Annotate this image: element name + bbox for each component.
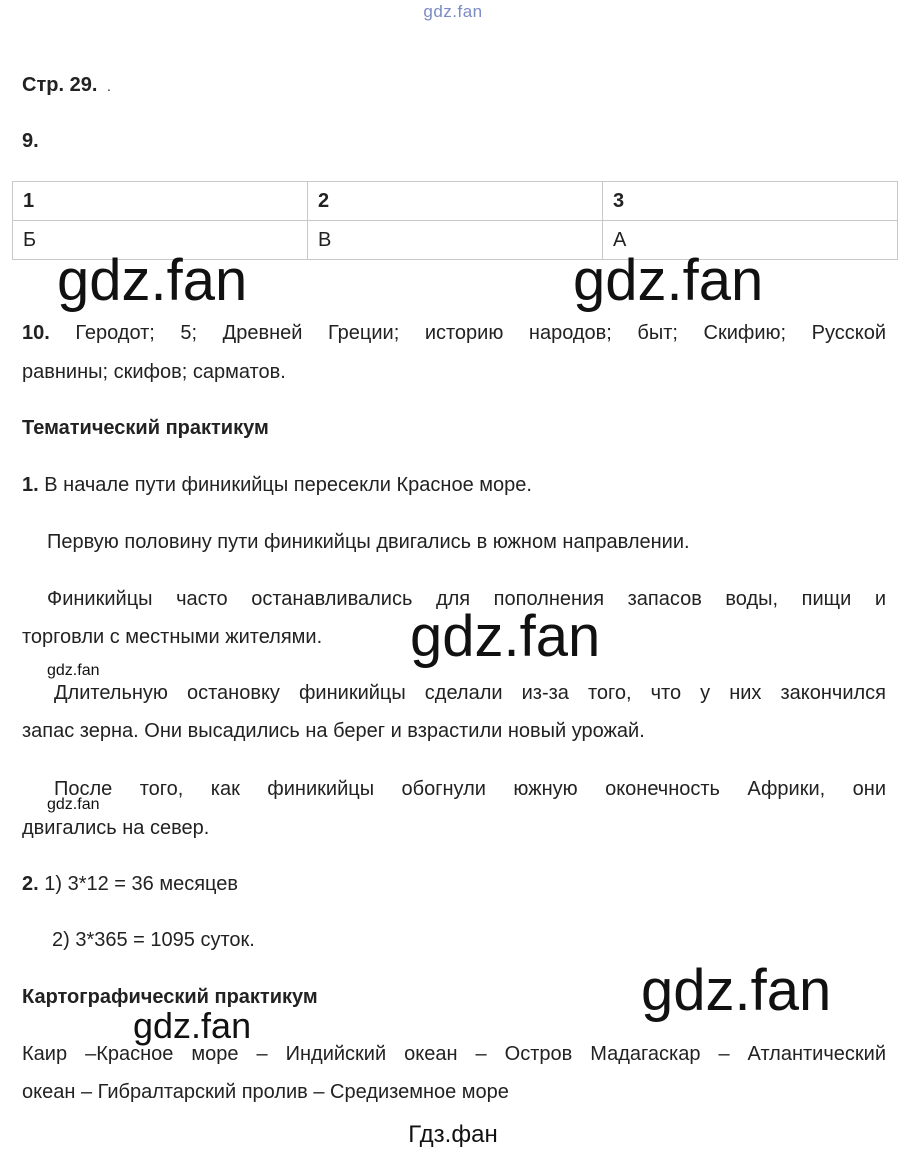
thematic-item-2-text: 1) 3*12 = 36 месяцев <box>44 873 239 895</box>
table-cell: А <box>603 221 898 260</box>
table-header-row <box>13 182 898 221</box>
watermark: gdz.fan <box>47 796 100 813</box>
thematic-paragraph-5-line-2: двигались на север. <box>22 817 210 839</box>
thematic-heading: Тематический практикум <box>22 417 269 439</box>
thematic-item-1-number: 1. <box>22 474 39 496</box>
watermark: gdz.fan <box>47 662 100 679</box>
thematic-paragraph-2: Первую половину пути финикийцы двигались в южном направлении. <box>47 531 690 553</box>
thematic-item-2-line-2: 2) 3*365 = 1095 суток. <box>52 929 255 951</box>
table-cell: Б <box>13 221 308 260</box>
thematic-paragraph-4-line-1: Длительную остановку финикийцы сделали из-за того, что у них закончился <box>54 682 886 704</box>
thematic-paragraph-3-line-1: Финикийцы часто останавливались для пополнения запасов воды, пищи и <box>47 588 886 610</box>
task-10-text: Геродот; 5; Древней Греции; историю народов; быт; Скифию; Русской <box>75 322 886 344</box>
cartographic-heading: Картографический практикум <box>22 986 318 1008</box>
table-cell: 3 <box>603 182 898 221</box>
page-reference-label: Стр. 29. <box>22 74 98 96</box>
table-cell: В <box>308 221 603 260</box>
thematic-item-1 <box>22 473 532 497</box>
watermark: gdz.fan <box>641 958 832 1023</box>
thematic-paragraph-4-line-2: запас зерна. Они высадились на берег и взрастили новый урожай. <box>22 720 645 742</box>
cartographic-line-2: океан – Гибралтарский пролив – Средиземное море <box>22 1081 509 1103</box>
task-9-number: 9. <box>22 130 39 152</box>
thematic-paragraph-3-line-2: торговли с местными жителями. <box>22 626 323 648</box>
watermark: gdz.fan <box>57 248 248 313</box>
cartographic-line-1: Каир –Красное море – Индийский океан – Остров Мадагаскар – Атлантический <box>22 1043 886 1065</box>
thematic-item-1-text: В начале пути финикийцы пересекли Красное море. <box>44 474 532 496</box>
thematic-item-2 <box>22 872 238 896</box>
task-10-line-1 <box>22 321 886 345</box>
top-watermark: gdz.fan <box>423 2 483 21</box>
task-10-line-2: равнины; скифов; сарматов. <box>22 361 286 383</box>
thematic-paragraph-5-line-1: После того, как финикийцы обогнули южную оконечность Африки, они <box>54 778 886 800</box>
table-cell: 1 <box>13 182 308 221</box>
thematic-item-2-number: 2. <box>22 873 39 895</box>
task-10-number: 10. <box>22 322 50 344</box>
page-reference <box>22 73 111 98</box>
footer-watermark: Гдз.фан <box>408 1121 498 1148</box>
table-cell: 2 <box>308 182 603 221</box>
watermark: gdz.fan <box>133 1005 252 1046</box>
watermark: gdz.fan <box>410 604 601 669</box>
page-reference-tail: . <box>106 78 111 94</box>
watermark: gdz.fan <box>573 248 764 313</box>
